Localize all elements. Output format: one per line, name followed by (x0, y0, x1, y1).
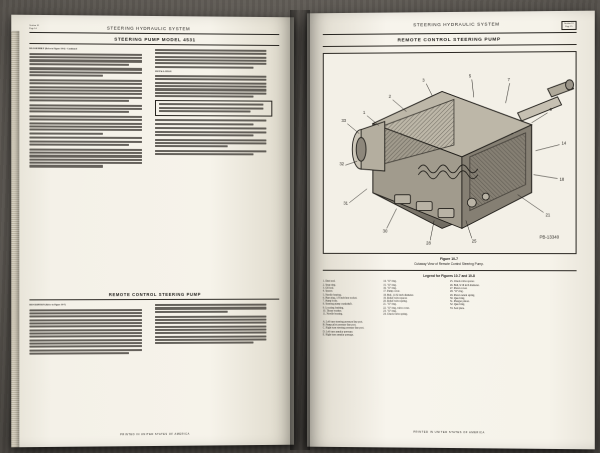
left-column-1 (29, 48, 148, 170)
legend-item: 9. Locating bushing. (322, 306, 344, 310)
legend-lettered-item: B. Pump pilot pressure line port. (322, 323, 357, 327)
svg-text:32: 32 (339, 161, 345, 167)
figure-caption: Cutaway View of Remote Control Steering Pump. (414, 262, 484, 267)
installation-subhead: INSTALLATION (154, 70, 172, 73)
svg-text:7: 7 (507, 77, 510, 83)
legend-item: 3. Oil seal. (322, 286, 334, 290)
numbered-step (29, 137, 148, 146)
numbered-step (29, 104, 148, 113)
legend-lettered-item: C. Right turn steering pressure line port. (322, 326, 365, 330)
left-page-content (29, 25, 279, 435)
right-page-footer: PRINTED IN UNITED STATES OF AMERICA (413, 430, 485, 435)
numbered-step (29, 79, 148, 102)
legend-item: 14. "O" ring. (383, 280, 397, 284)
legend-item: 2. Snap ring. (322, 283, 336, 287)
legend-item: 20. Relief valve spring. (383, 299, 408, 304)
legend-title: Legend for Figures 10-7 and 10-8 (423, 273, 475, 278)
open-book (6, 4, 594, 448)
right-page (307, 11, 595, 450)
legend-item: 18. Ball, 11/32 inch diameter. (383, 293, 414, 297)
legend-item: 28. "O" ring. (450, 290, 464, 294)
numbered-step (29, 148, 148, 167)
legend-item: 31. Plunger piston. (450, 300, 470, 304)
legend-item: 30. Quad ring. (450, 296, 465, 300)
numbered-step (29, 53, 148, 66)
left-bottom-rule (29, 299, 279, 301)
figure-number: Figure 10-7 (439, 257, 459, 262)
legend-item: 17. Pump cover. (383, 290, 401, 294)
legend-item: 32. Quad ring. (450, 303, 465, 307)
legend-item: 5. Needle bearing. (322, 293, 342, 297)
svg-text:18: 18 (559, 176, 565, 182)
svg-text:9: 9 (549, 107, 552, 113)
left-page-title: STEERING PUMP MODEL 4531 (114, 36, 196, 43)
description-subhead: DESCRIPTION (Refer to Figure 10-7) (29, 304, 66, 307)
left-page-edge-stack (11, 31, 19, 448)
left-title-rule (29, 43, 279, 46)
left-page (11, 15, 294, 448)
remote-pump-heading: REMOTE CONTROL STEERING PUMP (108, 292, 202, 298)
right-title-rule (323, 44, 577, 47)
left-page-footer: PRINTED IN UNITED STATES OF AMERICA (120, 432, 190, 437)
svg-text:30: 30 (382, 228, 388, 234)
legend-item: 22. "O" ring, valve cover. (383, 306, 410, 310)
svg-text:28: 28 (426, 240, 431, 246)
legend-column-3 (450, 280, 512, 316)
left-column-2 (155, 49, 272, 171)
svg-text:14: 14 (561, 141, 567, 147)
numbered-step (155, 119, 272, 125)
right-header-rule (323, 32, 577, 35)
legend-item: 23. "O" ring. (383, 309, 397, 313)
left-header-section (29, 25, 38, 31)
numbered-step (155, 139, 272, 148)
right-running-head: STEERING HYDRAULIC SYSTEM (413, 21, 500, 28)
numbered-step (29, 115, 148, 134)
svg-text:33: 33 (341, 118, 347, 124)
right-header-page-label: Page 15 (565, 25, 573, 28)
legend-item: 24. Check valve spring. (383, 313, 408, 317)
description-text-right (155, 304, 272, 313)
legend-item: 10. Thrust washer. (322, 309, 342, 313)
numbered-step (155, 150, 272, 156)
legend-item: 27. Piston cover. (450, 287, 468, 291)
numbered-step (155, 49, 272, 69)
left-header-section-label: Section 10 (29, 24, 39, 28)
left-bottom-columns (29, 304, 279, 358)
legend-lettered-item: E. Right turn annular passage. (322, 333, 354, 337)
legend-item: 6. Pipe plug, 1/8 inch hex-socket. (322, 296, 358, 300)
legend-lettered-item: A. Left turn steering pressure line port. (322, 320, 363, 324)
svg-text:2: 2 (388, 94, 391, 100)
installation-note (155, 75, 272, 98)
legend-item: 15. "O" ring. (383, 283, 397, 287)
svg-text:31: 31 (343, 201, 348, 207)
figure-ref-code: PB-13340 (539, 234, 560, 240)
legend-item: 11. Needle bearing. (322, 312, 343, 316)
svg-text:1: 1 (363, 110, 366, 116)
legend-lists (323, 280, 577, 317)
legend-item: 19. Relief valve spacer. (383, 296, 408, 300)
legend-item: 21. "O" ring. (383, 303, 397, 307)
description-column-2 (155, 304, 272, 357)
legend-lettered-list (323, 320, 577, 338)
legend-column-2 (383, 280, 445, 316)
right-header-section-label: Section 10 (564, 22, 574, 25)
legend-lettered-item: D. Left turn annular pressure. (322, 330, 354, 334)
left-header-page-label: Page 14 (29, 27, 37, 30)
description-text-right-2 (155, 315, 272, 344)
description-text (29, 309, 148, 355)
numbered-step (29, 68, 148, 78)
note-box (155, 100, 272, 117)
svg-text:3: 3 (422, 78, 425, 84)
book-gutter (290, 10, 310, 450)
svg-text:21: 21 (545, 212, 551, 218)
left-two-column-body (29, 48, 279, 171)
legend-column-1 (323, 280, 378, 316)
right-header-section-box (561, 21, 576, 31)
figure-10-7 (323, 51, 577, 254)
legend-item: 33. Seal plate. (450, 306, 465, 310)
legend-item: 25. Check valve spacer. (450, 280, 475, 284)
description-column (29, 304, 148, 357)
legend-item: 7. Pump body. (322, 299, 338, 303)
cutaway-pump-illustration (324, 52, 576, 253)
right-page-content (323, 21, 577, 437)
reassembly-subhead: REASSEMBLY (Refer to Figure 10-6) - Continued (29, 47, 78, 51)
right-page-header (323, 21, 577, 33)
legend-item: 29. Piston return spring. (450, 293, 476, 297)
numbered-step (155, 127, 272, 136)
legend-item: 16. "O" ring. (383, 286, 397, 290)
left-running-head: STEERING HYDRAULIC SYSTEM (106, 25, 191, 32)
legend-rule-top (323, 270, 577, 271)
legend-item: 8. Steering pump crankshaft. (322, 303, 353, 307)
left-bottom-section (29, 292, 279, 358)
svg-text:5: 5 (468, 73, 472, 79)
svg-text:25: 25 (471, 238, 477, 244)
legend-item: 1. Dust seal. (322, 280, 336, 284)
right-page-title: REMOTE CONTROL STEERING PUMP (397, 37, 501, 44)
legend-item: 26. Ball, 9/16 inch diameter. (450, 283, 480, 287)
legend-item: 4. Spacer. (322, 289, 333, 293)
